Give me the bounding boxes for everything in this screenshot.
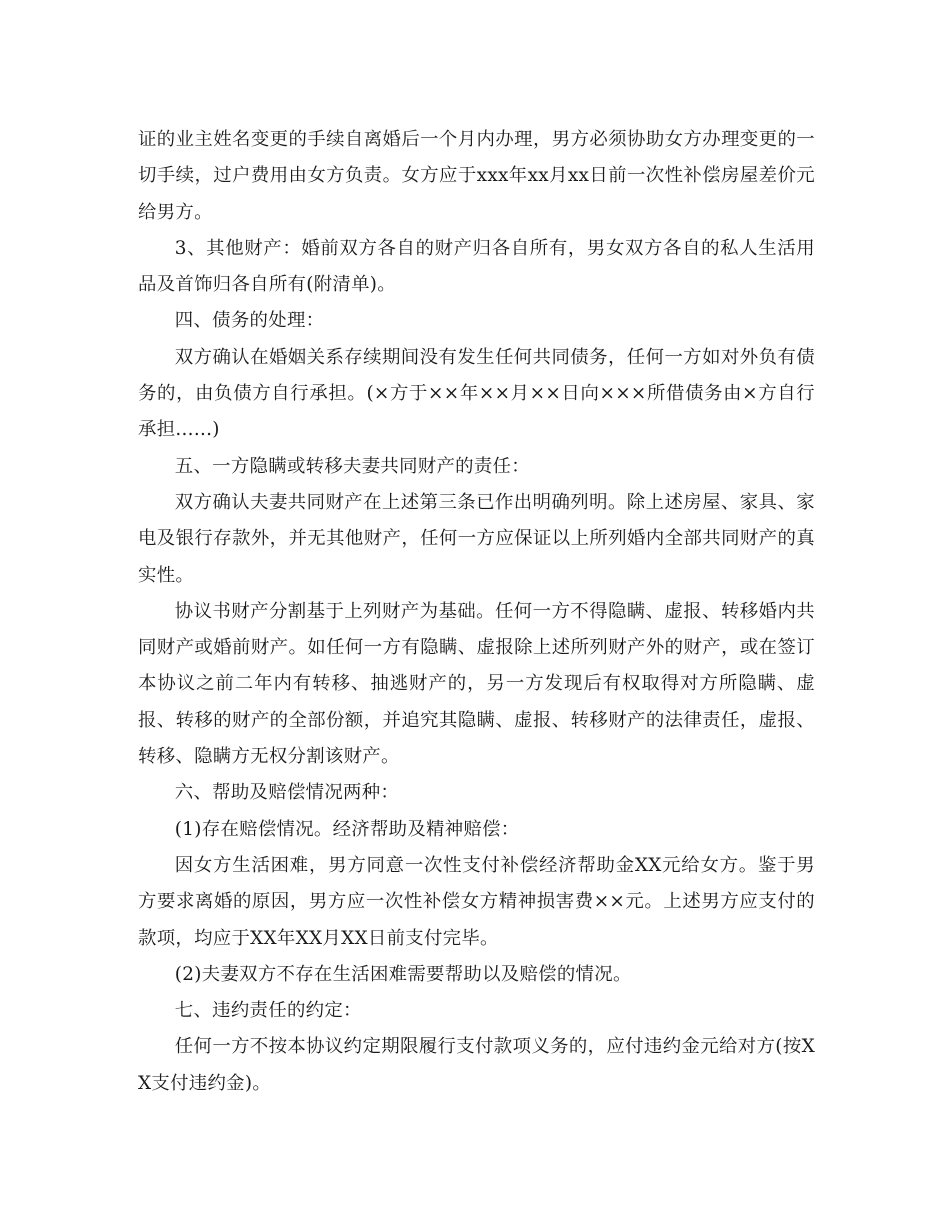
paragraph-13: 任何一方不按本协议约定期限履行支付款项义务的，应付违约金元给对方(按XX支付违约金)。 <box>138 1036 815 1094</box>
paragraph-6: 双方确认夫妻共同财产在上述第三条已作出明确列明。除上述房屋、家具、家电及银行存款外，并无其他财产，任何一方应保证以上所列婚内全部共同财产的真实性。 <box>138 491 815 586</box>
section-heading-concealment: 五、一方隐瞒或转移夫妻共同财产的责任： <box>174 455 530 477</box>
section-heading-compensation: 六、帮助及赔偿情况两种： <box>174 782 400 804</box>
paragraph-11: (2)夫妻双方不存在生活困难需要帮助以及赔偿的情况。 <box>174 963 632 985</box>
paragraph-10: 因女方生活困难，男方同意一次性支付补偿经济帮助金XX元给女方。鉴于男方要求离婚的原因，男方应一次性补偿女方精神损害费××元。上述男方应支付的款项，均应于XX年XX月XX日前支付完毕。 <box>138 854 815 949</box>
section-heading-debts: 四、债务的处理： <box>174 310 325 332</box>
paragraph-2: 3、其他财产：婚前双方各自的财产归各自所有，男女双方各自的私人生活用品及首饰归各自所有(附清单)。 <box>138 237 815 296</box>
document-page <box>138 122 815 1102</box>
paragraph-1: 证的业主姓名变更的手续自离婚后一个月内办理，男方必须协助女方办理变更的一切手续，过户费用由女方负责。女方应于xxx年xx月xx日前一次性补偿房屋差价元给男方。 <box>138 129 815 223</box>
paragraph-9: (1)存在赔偿情况。经济帮助及精神赔偿： <box>174 818 520 840</box>
paragraph-4: 双方确认在婚姻关系存续期间没有发生任何共同债务，任何一方如对外负有债务的，由负债方自行承担。(×方于××年××月××日向×××所借债务由×方自行承担......) <box>138 346 815 441</box>
paragraph-7: 协议书财产分割基于上列财产为基础。任何一方不得隐瞒、虚报、转移婚内共同财产或婚前财产。如任何一方有隐瞒、虚报除上述所列财产外的财产，或在签订本协议之前二年内有转移、抽逃财产的，另一方发现后有权取得对方所隐瞒、虚报、转移的财产的全部份额，并追究其隐瞒、虚报、转移财产的法律责任，虚报、转移、隐瞒方无权分割该财产。 <box>138 600 815 768</box>
section-heading-breach: 七、违约责任的约定： <box>174 1000 362 1022</box>
